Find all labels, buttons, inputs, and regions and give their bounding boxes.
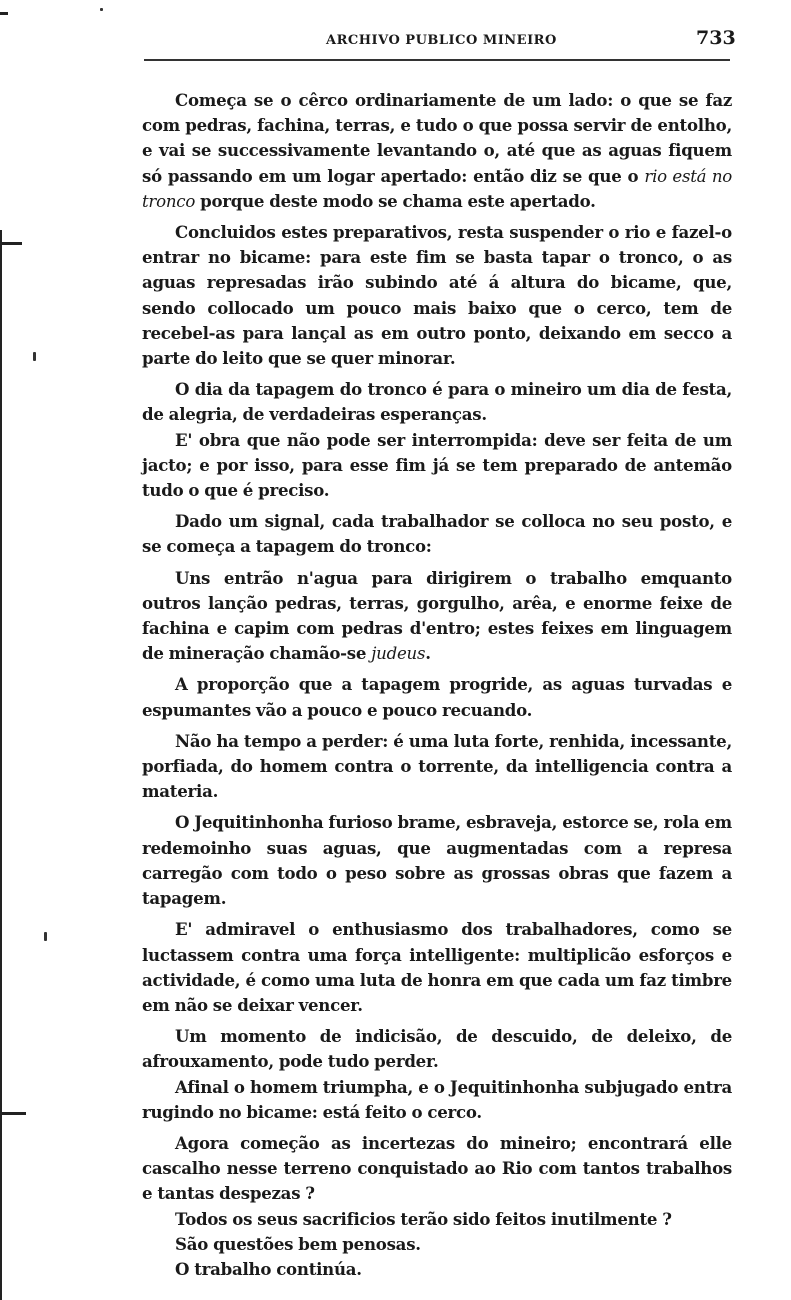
paragraph: O dia da tapagem do tronco é para o mineiro um dia de festa, de alegria, de verdadeiras esperanças. [142,379,732,425]
paragraph: São questões bem penosas. [175,1233,421,1254]
margin-tick [0,1112,26,1115]
paragraph: Todos os seus sacrificios terão sido feitos inutilmente ? [175,1208,672,1229]
body-text [142,88,732,1282]
scan-speck [44,932,47,941]
paragraph: Um momento de indicisão, de descuido, de deleixo, de afrouxamento, pode tudo perder. [142,1026,732,1072]
header-rule [144,59,730,61]
paragraph: O Jequitinhonha furioso brame, esbraveja, estorce se, rola em redemoinho suas aguas, que augmentadas com a represa carregão com todo o peso sobre as grossas obras que fazem a tapagem. [142,812,732,909]
scan-speck [33,352,36,361]
paragraph: Uns entrão n'agua para dirigirem o trabalho emquanto outros lanção pedras, terras, gorgulho, arêa, e enorme feixe de fachina e capim com pedras d'entro; estes feixes em linguagem de mineração chamão-se judeus. [142,567,732,664]
page-header [0,27,791,57]
margin-tick [0,242,22,245]
emphasis: rio está no tronco [142,166,733,211]
margin-tick-top [0,12,8,15]
emphasis: judeus [371,644,426,664]
paragraph: Agora começão as incertezas do mineiro; encontrará elle cascalho nesse terreno conquistado ao Rio com tantos trabalhos e tantas despezas ? [142,1132,732,1204]
paragraph: Não ha tempo a perder: é uma luta forte, renhida, incessante, porfiada, do homem contra o torrente, da intelligencia contra a materia. [142,730,732,802]
running-title: ARCHIVO PUBLICO MINEIRO [326,33,557,48]
scan-speck [100,8,103,11]
paragraph: E' obra que não pode ser interrompida: deve ser feita de um jacto; e por isso, para esse fim já se tem preparado de antemão tudo o que é preciso. [142,429,732,501]
paragraph: O trabalho continúa. [175,1258,362,1279]
page-number: 733 [696,27,736,49]
paragraph: Concluidos estes preparativos, resta suspender o rio e fazel-o entrar no bicame: para este fim se basta tapar o tronco, o as aguas represadas irão subindo até á altura do bicame, que, sendo collocado um pouco mais baixo que o cerco, tem de recebel-as para lançal as em outro ponto, deixando em secco a parte do leito que se quer minorar. [142,222,732,369]
left-margin-rule [0,230,2,1300]
paragraph: Dado um signal, cada trabalhador se colloca no seu posto, e se começa a tapagem do tronco: [142,511,732,557]
paragraph: A proporção que a tapagem progride, as aguas turvadas e espumantes vão a pouco e pouco recuando. [142,674,732,720]
paragraph: E' admiravel o enthusiasmo dos trabalhadores, como se luctassem contra uma força intelligente: multiplicão esforços e actividade, é como uma luta de honra em que cada um faz timbre em não se deixar vencer. [142,919,732,1015]
paragraph: Começa se o cêrco ordinariamente de um lado: o que se faz com pedras, fachina, terras, e tudo o que possa servir de entolho, e vai se successivamente levantando o, até que as aguas fiquem só passando em um logar apertado: então diz se que o rio está no tronco porque deste modo se chama este apertado. [142,90,733,211]
paragraph: Afinal o homem triumpha, e o Jequitinhonha subjugado entra rugindo no bicame: está feito o cerco. [142,1076,732,1122]
